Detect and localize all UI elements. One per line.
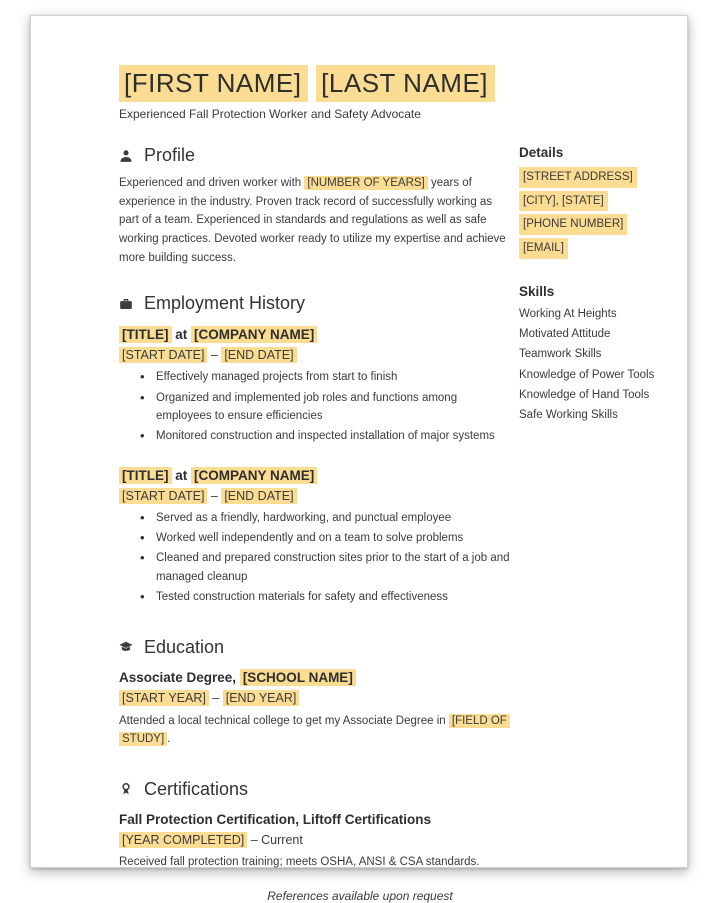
field-of-study-placeholder[interactable]: [FIELD OF STUDY] bbox=[119, 714, 510, 747]
detail-item bbox=[519, 238, 671, 259]
bullet-item: • Worked well independently and on a team to solve problems bbox=[119, 529, 513, 547]
year-completed-placeholder[interactable]: [YEAR COMPLETED] bbox=[119, 832, 247, 848]
city-state-placeholder[interactable]: [CITY], [STATE] bbox=[519, 191, 608, 212]
start-date-placeholder[interactable]: [START DATE] bbox=[119, 347, 207, 363]
job-title bbox=[119, 468, 513, 483]
section-certifications bbox=[119, 779, 513, 872]
first-name-placeholder[interactable]: [FIRST NAME] bbox=[119, 65, 308, 102]
briefcase-icon bbox=[119, 297, 133, 311]
end-date-placeholder[interactable]: [END DATE] bbox=[221, 488, 296, 504]
school-name-placeholder[interactable]: [SCHOOL NAME] bbox=[240, 669, 356, 686]
sidebar-details bbox=[519, 145, 671, 259]
headline: Experienced Fall Protection Worker and Safety Advocate bbox=[119, 107, 421, 121]
education-desc-after: . bbox=[167, 733, 171, 746]
date-separator: – bbox=[247, 832, 262, 847]
bullet-item: • Monitored construction and inspected installation of major systems bbox=[119, 427, 513, 445]
certification-current-label: Current bbox=[261, 832, 303, 847]
end-year-placeholder[interactable]: [END YEAR] bbox=[223, 690, 300, 706]
education-desc-before: Attended a local technical college to get my Associate Degree in bbox=[119, 714, 449, 727]
detail-item bbox=[519, 167, 671, 188]
bullet-item: • Served as a friendly, hardworking, and punctual employee bbox=[119, 509, 513, 527]
date-separator: – bbox=[208, 690, 223, 705]
title-placeholder[interactable]: [TITLE] bbox=[119, 467, 172, 484]
name-line bbox=[119, 68, 687, 99]
skill-item: Knowledge of Hand Tools bbox=[519, 389, 650, 401]
detail-item bbox=[519, 191, 671, 212]
section-education bbox=[119, 637, 513, 749]
skill-item: Motivated Attitude bbox=[519, 328, 611, 341]
skill-item: Teamwork Skills bbox=[519, 348, 602, 361]
sidebar-skills bbox=[519, 284, 671, 424]
start-date-placeholder[interactable]: [START DATE] bbox=[119, 488, 207, 504]
degree-line bbox=[119, 670, 513, 685]
job-title bbox=[119, 327, 513, 342]
profile-heading: Profile bbox=[144, 145, 196, 165]
skill-item: Knowledge of Power Tools bbox=[519, 368, 655, 381]
bullet-item: • Effectively managed projects from start to finish bbox=[119, 368, 513, 386]
job-title-connector: at bbox=[171, 467, 192, 483]
company-name-placeholder[interactable]: [COMPANY NAME] bbox=[191, 326, 317, 343]
resume-page bbox=[30, 15, 688, 903]
certification-dates bbox=[119, 833, 513, 847]
content-columns bbox=[119, 145, 687, 903]
person-icon bbox=[119, 149, 133, 163]
title-placeholder[interactable]: [TITLE] bbox=[119, 326, 172, 343]
certifications-heading-row bbox=[119, 779, 513, 800]
education-description bbox=[119, 712, 513, 749]
section-profile bbox=[119, 145, 513, 267]
job-dates bbox=[119, 348, 513, 362]
bullet-item: • Cleaned and prepared construction sites prior to the start of a job and managed cleanup bbox=[119, 549, 513, 586]
bullet-item: • Tested construction materials for safety and effectiveness bbox=[119, 588, 513, 606]
education-heading-row bbox=[119, 637, 513, 658]
job-bullets bbox=[119, 509, 513, 607]
skill-item: Working At Heights bbox=[519, 307, 617, 320]
job-entry bbox=[119, 468, 513, 607]
education-heading: Education bbox=[144, 636, 225, 657]
date-separator: – bbox=[207, 488, 222, 503]
resume-header bbox=[119, 68, 687, 121]
main-column bbox=[119, 145, 513, 903]
side-column bbox=[519, 145, 671, 903]
certifications-heading: Certifications bbox=[144, 778, 249, 799]
award-icon bbox=[119, 782, 133, 796]
end-date-placeholder[interactable]: [END DATE] bbox=[221, 347, 296, 363]
street-address-placeholder[interactable]: [STREET ADDRESS] bbox=[519, 167, 637, 188]
footer-note: References available upon request bbox=[267, 888, 453, 903]
employment-heading: Employment History bbox=[144, 293, 306, 314]
job-title-connector: at bbox=[171, 327, 192, 343]
degree-prefix: Associate Degree, bbox=[119, 669, 240, 685]
skill-item: Safe Working Skills bbox=[519, 409, 618, 422]
section-employment bbox=[119, 293, 513, 607]
last-name-placeholder[interactable]: [LAST NAME] bbox=[316, 65, 495, 102]
profile-text-before: Experienced and driven worker with bbox=[119, 177, 305, 189]
email-placeholder[interactable]: [EMAIL] bbox=[519, 238, 568, 259]
certification-description: Received fall protection training; meets OSHA, ANSI & CSA standards. bbox=[119, 855, 480, 868]
profile-text-after: years of experience in the industry. Proven track record of successfully working as part of a team. Experienced in standards and regulations as well as safe working practices. Devoted worker ready to utilize my expertise and achieve more building success. bbox=[119, 177, 506, 264]
education-dates bbox=[119, 691, 513, 705]
details-heading: Details bbox=[519, 145, 564, 160]
profile-text bbox=[119, 174, 513, 267]
number-of-years-placeholder[interactable]: [NUMBER OF YEARS] bbox=[304, 176, 427, 190]
date-separator: – bbox=[207, 348, 222, 363]
profile-heading-row bbox=[119, 145, 513, 166]
job-entry bbox=[119, 327, 513, 446]
skills-heading: Skills bbox=[519, 283, 555, 299]
detail-item bbox=[519, 214, 671, 235]
employment-heading-row bbox=[119, 293, 513, 314]
job-bullets bbox=[119, 368, 513, 446]
start-year-placeholder[interactable]: [START YEAR] bbox=[119, 690, 209, 706]
certification-title: Fall Protection Certification, Liftoff Certifications bbox=[119, 811, 432, 827]
bullet-item: • Organized and implemented job roles and functions among employees to ensure efficiencies bbox=[119, 389, 513, 426]
graduation-cap-icon bbox=[119, 640, 133, 654]
phone-number-placeholder[interactable]: [PHONE NUMBER] bbox=[519, 214, 627, 235]
company-name-placeholder[interactable]: [COMPANY NAME] bbox=[191, 467, 317, 484]
job-dates bbox=[119, 489, 513, 503]
